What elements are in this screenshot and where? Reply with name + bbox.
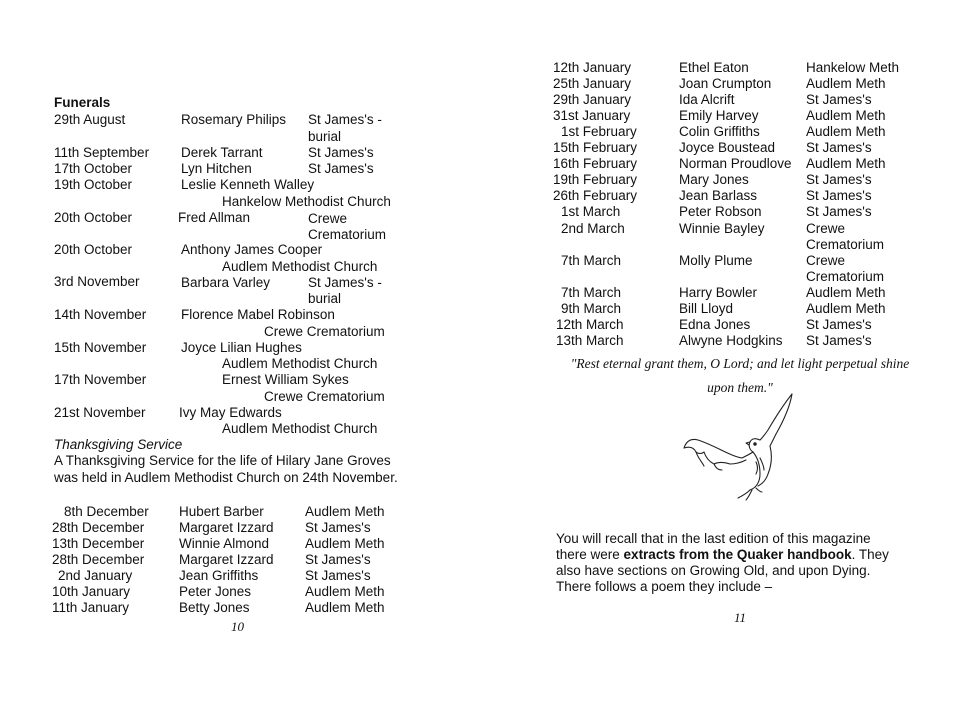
- funeral-place: Audlem Methodist Church: [222, 421, 378, 436]
- entry-name: Joan Crumpton: [679, 76, 772, 91]
- entry-name: Colin Griffiths: [679, 124, 760, 139]
- entry-name: Peter Jones: [179, 584, 252, 599]
- quaker-para-line3: also have sections on Growing Old, and upon Dying.: [556, 563, 871, 578]
- entry-place: Audlem Meth: [806, 108, 886, 123]
- quaker-handbook-emphasis: extracts from the Quaker handbook: [623, 547, 852, 562]
- entry-date: 26th February: [553, 188, 638, 203]
- entry-date: 9th March: [561, 301, 622, 316]
- entry-place: Crewe: [806, 253, 846, 268]
- entry-date: 12th January: [553, 60, 632, 75]
- funeral-date: 20th October: [54, 242, 133, 257]
- funeral-name: Leslie Kenneth Walley: [181, 177, 315, 192]
- entry-place: Hankelow Meth: [806, 60, 900, 75]
- funeral-name: Lyn Hitchen: [181, 161, 252, 176]
- funeral-place-cont: burial: [308, 129, 342, 144]
- funeral-name: Joyce Lilian Hughes: [181, 340, 302, 355]
- entry-name: Winnie Bayley: [679, 221, 765, 236]
- entry-place: Audlem Meth: [806, 301, 886, 316]
- entry-date: 28th December: [52, 520, 145, 535]
- entry-place: Audlem Meth: [305, 504, 385, 519]
- entry-date: 8th December: [64, 504, 149, 519]
- quote-line-1: "Rest eternal grant them, O Lord; and let light perpetual shine: [570, 356, 910, 371]
- entry-name: Ethel Eaton: [679, 60, 749, 75]
- entry-place-cont: Crematorium: [806, 237, 885, 252]
- funeral-place: St James's: [308, 145, 374, 160]
- funeral-name: Barbara Varley: [181, 275, 271, 290]
- funeral-place: Crewe Crematorium: [264, 324, 385, 339]
- entry-date: 2nd March: [561, 221, 625, 236]
- entry-date: 28th December: [52, 552, 145, 567]
- entry-name: Jean Barlass: [679, 188, 758, 203]
- entry-place: St James's: [806, 172, 872, 187]
- funeral-date: 19th October: [54, 177, 133, 192]
- entry-place: St James's: [806, 92, 872, 107]
- funeral-place: Crewe Crematorium: [264, 389, 385, 404]
- funerals-heading: Funerals: [54, 95, 111, 110]
- entry-place: Audlem Meth: [806, 124, 886, 139]
- entry-date: 31st January: [553, 108, 631, 123]
- funeral-date: 17th November: [54, 372, 147, 387]
- funeral-place: St James's -: [308, 112, 382, 127]
- entry-name: Edna Jones: [679, 317, 751, 332]
- thanksgiving-text-line1: A Thanksgiving Service for the life of Hilary Jane Groves: [54, 453, 391, 468]
- entry-place: Audlem Meth: [305, 536, 385, 551]
- entry-place: St James's: [305, 520, 371, 535]
- funeral-date: 29th August: [54, 112, 126, 127]
- entry-date: 2nd January: [58, 568, 133, 583]
- quaker-para-text: there were: [556, 547, 624, 562]
- entry-name: Winnie Almond: [179, 536, 270, 551]
- funeral-date: 17th October: [54, 161, 133, 176]
- funeral-date: 11th September: [54, 145, 150, 160]
- funeral-date: 3rd November: [54, 274, 140, 289]
- entry-place: St James's: [305, 568, 371, 583]
- funeral-date: 21st November: [54, 405, 146, 420]
- entry-date: 7th March: [561, 253, 622, 268]
- entry-name: Hubert Barber: [179, 504, 264, 519]
- funeral-place: Audlem Methodist Church: [222, 259, 378, 274]
- entry-place: St James's: [305, 552, 371, 567]
- quaker-para-line1: You will recall that in the last edition of this magazine: [556, 531, 871, 546]
- entry-date: 10th January: [52, 584, 131, 599]
- entry-place: St James's: [806, 333, 872, 348]
- entry-place: Audlem Meth: [305, 584, 385, 599]
- funeral-date: 15th November: [54, 340, 147, 355]
- entry-name: Margaret Izzard: [179, 552, 274, 567]
- entry-date: 7th March: [561, 285, 622, 300]
- entry-date: 12th March: [556, 317, 624, 332]
- entry-place: Audlem Meth: [806, 156, 886, 171]
- funeral-place: Audlem Methodist Church: [222, 356, 378, 371]
- entry-date: 11th January: [52, 600, 130, 615]
- funeral-place: Crewe: [308, 211, 348, 226]
- funeral-place: St James's -: [308, 275, 382, 290]
- entry-place: St James's: [806, 188, 872, 203]
- entry-name: Betty Jones: [179, 600, 250, 615]
- thanksgiving-title: Thanksgiving Service: [54, 437, 183, 452]
- entry-place: Audlem Meth: [806, 285, 886, 300]
- funeral-place: Hankelow Methodist Church: [222, 194, 391, 209]
- funeral-place: St James's: [308, 161, 374, 176]
- entry-date: 1st March: [561, 204, 621, 219]
- quaker-para-text: . They: [851, 547, 889, 562]
- funeral-name: Derek Tarrant: [181, 145, 263, 160]
- funeral-date: 20th October: [54, 210, 133, 225]
- quaker-para-line4: There follows a poem they include –: [556, 579, 773, 594]
- entry-place: St James's: [806, 140, 872, 155]
- funeral-name: Florence Mabel Robinson: [181, 307, 335, 322]
- entry-name: Alwyne Hodgkins: [679, 333, 783, 348]
- quote-line-2: upon them.": [707, 380, 773, 395]
- entry-place: Crewe: [806, 221, 846, 236]
- entry-name: Margaret Izzard: [179, 520, 274, 535]
- entry-place: St James's: [806, 317, 872, 332]
- entry-date: 16th February: [553, 156, 638, 171]
- entry-date: 19th February: [553, 172, 638, 187]
- entry-name: Joyce Boustead: [679, 140, 776, 155]
- funeral-name: Rosemary Philips: [181, 112, 287, 127]
- dove-drawing-icon: [680, 392, 805, 502]
- funeral-name: Ernest William Sykes: [222, 372, 349, 387]
- quaker-para-line2: [556, 547, 889, 563]
- funeral-name: Ivy May Edwards: [179, 405, 282, 420]
- thanksgiving-text-line2: was held in Audlem Methodist Church on 24th November.: [54, 470, 398, 485]
- funeral-date: 14th November: [54, 307, 147, 322]
- entry-place-cont: Crematorium: [806, 269, 885, 284]
- entry-name: Molly Plume: [679, 253, 753, 268]
- entry-place: Audlem Meth: [806, 76, 886, 91]
- entry-name: Mary Jones: [679, 172, 749, 187]
- entry-place: St James's: [806, 204, 872, 219]
- entry-date: 25th January: [553, 76, 632, 91]
- page-number: 10: [231, 619, 244, 634]
- entry-name: Jean Griffiths: [179, 568, 259, 583]
- entry-place: Audlem Meth: [305, 600, 385, 615]
- page-number: 11: [734, 610, 747, 625]
- entry-name: Ida Alcrift: [679, 92, 735, 107]
- funeral-name: Fred Allman: [178, 210, 251, 225]
- entry-date: 29th January: [553, 92, 632, 107]
- funeral-name: Anthony James Cooper: [181, 242, 323, 257]
- entry-name: Norman Proudlove: [679, 156, 792, 171]
- entry-name: Emily Harvey: [679, 108, 759, 123]
- entry-date: 13th December: [52, 536, 145, 551]
- entry-date: 13th March: [556, 333, 624, 348]
- entry-name: Peter Robson: [679, 204, 762, 219]
- funeral-place-cont: Crematorium: [308, 227, 387, 242]
- entry-name: Harry Bowler: [679, 285, 758, 300]
- funeral-place-cont: burial: [308, 291, 342, 306]
- entry-date: 1st February: [561, 124, 637, 139]
- entry-name: Bill Lloyd: [679, 301, 734, 316]
- entry-date: 15th February: [553, 140, 638, 155]
